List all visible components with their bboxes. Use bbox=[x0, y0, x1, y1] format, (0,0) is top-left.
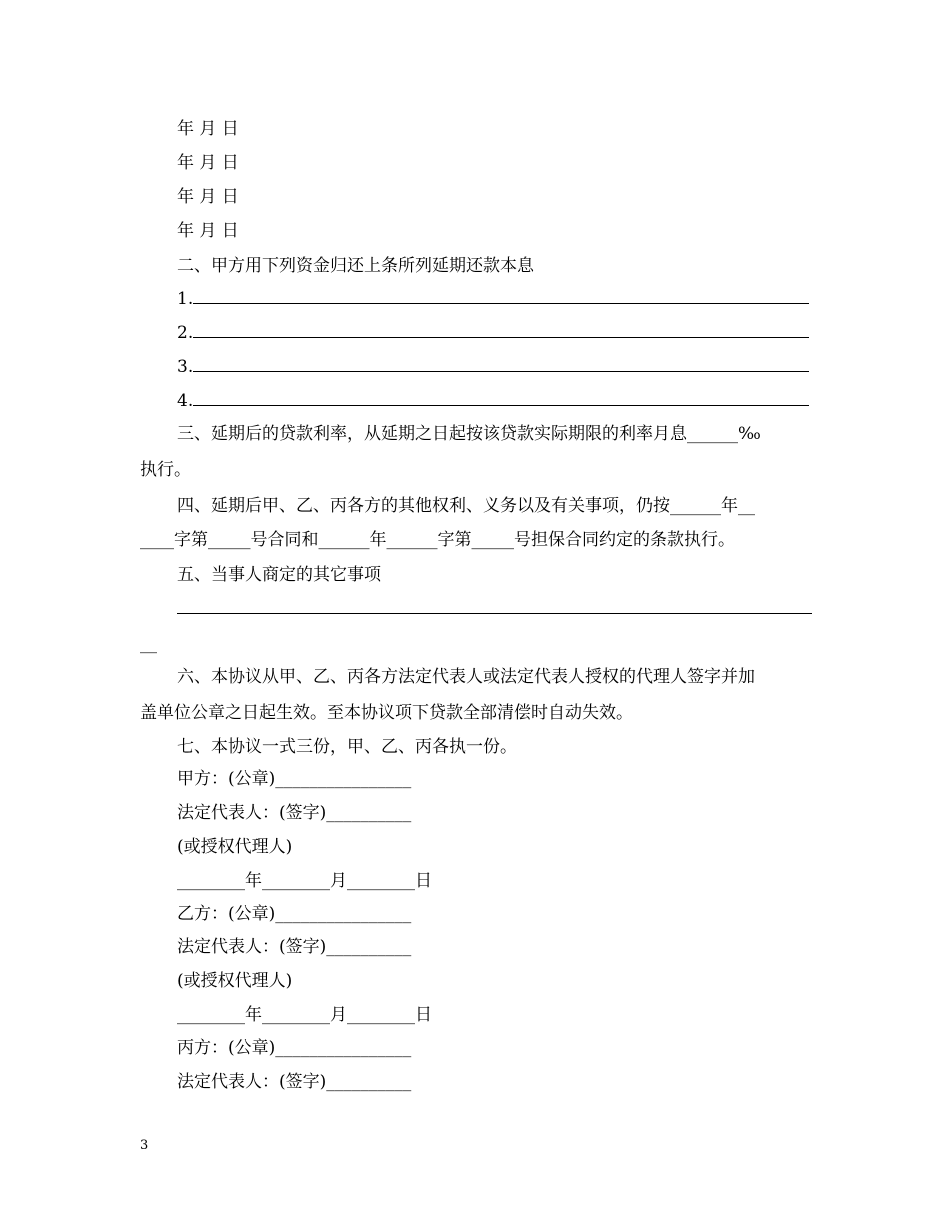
party-a-date: ________年________月________日 bbox=[177, 871, 432, 891]
party-b-date: ________年________月________日 bbox=[177, 1005, 432, 1025]
section-4-line-1: 四、延期后甲、乙、丙各方的其他权利、义务以及有关事项，仍按______年__ bbox=[177, 496, 755, 516]
fill-line-3 bbox=[177, 357, 809, 377]
fill-blank bbox=[177, 599, 812, 614]
party-c-seal: 丙方：(公章)________________ bbox=[177, 1038, 412, 1058]
fill-line-number: 3. bbox=[177, 357, 194, 377]
section-7-text: 七、本协议一式三份，甲、乙、丙各执一份。 bbox=[177, 737, 517, 757]
fill-blank bbox=[193, 357, 809, 372]
fill-line-number: 1. bbox=[177, 289, 194, 309]
fill-line-number: 4. bbox=[177, 391, 194, 411]
section-2-heading: 二、甲方用下列资金归还上条所列延期还款本息 bbox=[177, 256, 534, 276]
party-a-agent: (或授权代理人) bbox=[177, 837, 293, 857]
section-5-fill-line bbox=[177, 599, 812, 619]
date-line-2: 年 月 日 bbox=[177, 153, 239, 173]
section-4-line-2: ____字第_____号合同和______年______字第_____号担保合同约定的条款执行。 bbox=[140, 530, 735, 550]
party-b-seal: 乙方：(公章)________________ bbox=[177, 904, 412, 924]
party-b-agent: (或授权代理人) bbox=[177, 971, 293, 991]
page-number: 3 bbox=[140, 1138, 149, 1153]
date-line-1: 年 月 日 bbox=[177, 119, 239, 139]
fill-blank bbox=[193, 391, 809, 406]
section-6-line-1: 六、本协议从甲、乙、丙各方法定代表人或法定代表人授权的代理人签字并加 bbox=[177, 667, 755, 687]
date-line-3: 年 月 日 bbox=[177, 187, 239, 207]
section-3-line-1: 三、延期后的贷款利率，从延期之日起按该贷款实际期限的利率月息______‰ bbox=[177, 424, 761, 444]
fill-line-number: 2. bbox=[177, 323, 194, 343]
fill-blank bbox=[193, 289, 809, 304]
fill-blank bbox=[193, 323, 809, 338]
section-3-line-2: 执行。 bbox=[140, 460, 191, 480]
party-b-representative: 法定代表人：(签字)__________ bbox=[177, 937, 412, 957]
party-a-representative: 法定代表人：(签字)__________ bbox=[177, 803, 412, 823]
date-line-4: 年 月 日 bbox=[177, 221, 239, 241]
section-5-heading: 五、当事人商定的其它事项 bbox=[177, 565, 381, 585]
fill-line-1 bbox=[177, 289, 809, 309]
party-c-representative: 法定代表人：(签字)__________ bbox=[177, 1072, 412, 1092]
section-5-tail: __ bbox=[140, 634, 157, 654]
section-6-line-2: 盖单位公章之日起生效。至本协议项下贷款全部清偿时自动失效。 bbox=[140, 703, 633, 723]
fill-line-4 bbox=[177, 391, 809, 411]
party-a-seal: 甲方：(公章)________________ bbox=[177, 769, 412, 789]
fill-line-2 bbox=[177, 323, 809, 343]
